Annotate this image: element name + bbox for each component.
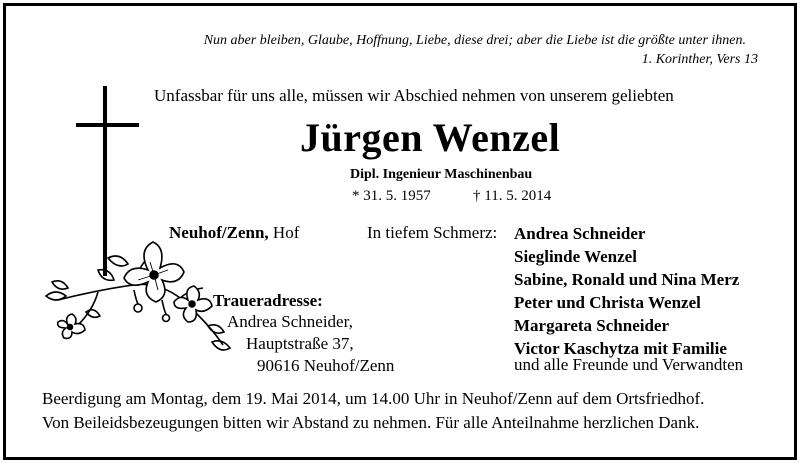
- location: [169, 223, 299, 243]
- address-heading: Traueradresse:: [213, 291, 323, 310]
- mourner-name: Peter und Christa Wenzel: [514, 293, 701, 312]
- thanks-text: Von Beileidsbezeugungen bitten wir Abstand zu nehmen. Für alle Anteilnahme herzlichen Dank.: [42, 413, 700, 432]
- address-line-3: 90616 Neuhof/Zenn: [257, 356, 395, 375]
- deceased-title: Dipl. Ingenieur Maschinenbau: [350, 167, 533, 182]
- mourner-name: Margareta Schneider: [514, 316, 670, 335]
- mourners-list: [514, 222, 739, 360]
- death-date: † 11. 5. 2014: [473, 188, 552, 204]
- address-line-1: Andrea Schneider,: [227, 312, 353, 331]
- bible-quote: Nun aber bleiben, Glaube, Hoffnung, Liebe, diese drei; aber die Liebe ist die größte unter ihnen.: [203, 33, 746, 48]
- location-suffix: Hof: [268, 223, 300, 242]
- mourner-name: Andrea Schneider: [514, 224, 646, 243]
- funeral-info: Beerdigung am Montag, dem 19. Mai 2014, um 14.00 Uhr in Neuhof/Zenn auf dem Ortsfriedhof.: [42, 389, 705, 408]
- intro-text: Unfassbar für uns alle, müssen wir Abschied nehmen von unserem geliebten: [154, 86, 674, 105]
- bible-quote-source: 1. Korinther, Vers 13: [641, 52, 758, 67]
- mourner-name: Victor Kaschytza mit Familie: [514, 339, 727, 358]
- deceased-name: Jürgen Wenzel: [300, 115, 561, 160]
- mourners-closing: und alle Freunde und Verwandten: [514, 355, 744, 374]
- mourner-name: Sieglinde Wenzel: [514, 247, 637, 266]
- location-place: Neuhof/Zenn,: [169, 223, 269, 242]
- birth-date: * 31. 5. 1957: [352, 188, 431, 204]
- flower-branch-icon: [38, 230, 238, 360]
- mourners-label: In tiefem Schmerz:: [367, 223, 498, 242]
- mourner-name: Sabine, Ronald und Nina Merz: [514, 270, 740, 289]
- address-line-2: Hauptstraße 37,: [246, 334, 354, 353]
